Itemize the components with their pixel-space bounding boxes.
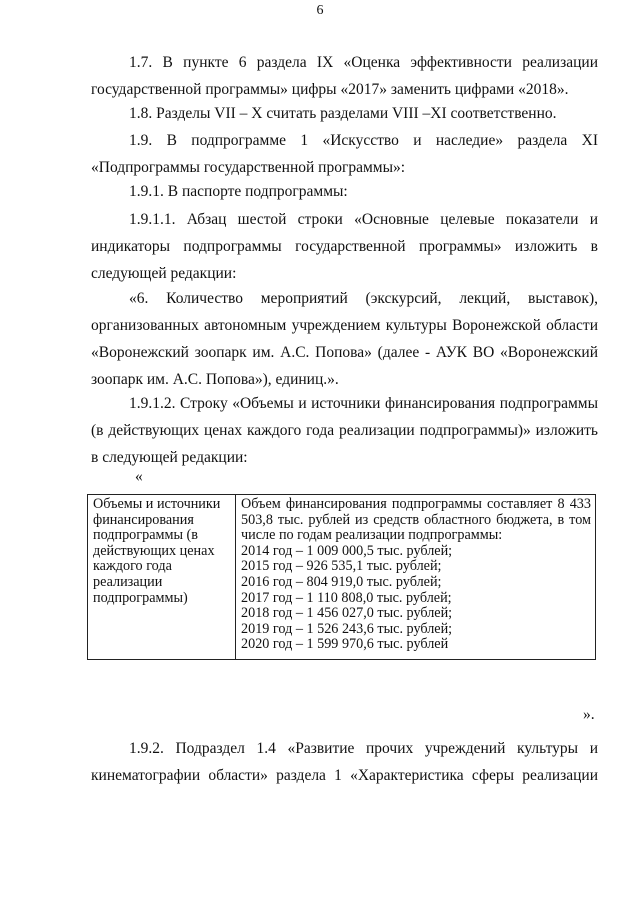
paragraph-1-9-2-line-1: 1.9.2. Подраздел 1.4 «Развитие прочих учреждений культуры и xyxy=(129,740,598,757)
page-number: 6 xyxy=(316,3,324,18)
financing-year-line: 2016 год – 804 919,0 тыс. рублей; xyxy=(241,573,442,590)
paragraph-1-9-1-2: 1.9.1.2. Строку «Объемы и источники финансирования подпрограммы (в действующих ценах каждого года реализации подпрограммы)» изложить в следующей редакции: xyxy=(91,395,598,466)
paragraph-1-9-1-1: 1.9.1.1. Абзац шестой строки «Основные целевые показатели и индикаторы подпрограммы государственной программы» изложить в следующей редакции: xyxy=(91,211,598,282)
financing-year-line: 2015 год – 926 535,1 тыс. рублей; xyxy=(241,558,442,575)
opening-quote-mark: « xyxy=(135,468,143,485)
paragraph-1-9-1: 1.9.1. В паспорте подпрограммы: xyxy=(129,183,348,200)
financing-table xyxy=(87,494,596,660)
paragraph-1-8: 1.8. Разделы VII – X считать разделами VIII –XI соответственно. xyxy=(129,105,557,122)
financing-year-line: 2014 год – 1 009 000,5 тыс. рублей; xyxy=(241,542,453,559)
financing-year-line: 2018 год – 1 456 027,0 тыс. рублей; xyxy=(241,605,453,622)
table-row xyxy=(88,495,596,660)
financing-year-line: 2017 год – 1 110 808,0 тыс. рублей; xyxy=(241,589,452,606)
quoted-indicator-item: «6. Количество мероприятий (экскурсий, лекций, выставок), организованных автономным учреждением культуры Воронежской области «Воронежский зоопарк им. А.С. Попова» (далее - АУК ВО «Воронежский зоопарк им. А.С. Попова»), единиц.». xyxy=(91,290,598,388)
financing-intro-text: Объем финансирования подпрограммы составляет 8 433 503,8 тыс. рублей из средств областного бюджета, в том числе по годам реализации подпрограммы: xyxy=(241,496,591,544)
financing-year-line: 2020 год – 1 599 970,6 тыс. рублей xyxy=(241,636,449,653)
financing-year-line: 2019 год – 1 526 243,6 тыс. рублей; xyxy=(241,620,453,637)
paragraph-1-9: 1.9. В подпрограмме 1 «Искусство и наследие» раздела XI «Подпрограммы государственной программы»: xyxy=(91,132,598,176)
financing-row-content xyxy=(236,495,596,660)
paragraph-1-7: 1.7. В пункте 6 раздела IX «Оценка эффективности реализации государственной программы» цифры «2017» заменить цифрами «2018». xyxy=(91,54,598,98)
financing-row-label: Объемы и источники финансирования подпрограммы (в действующих ценах каждого года реализации подпрограммы) xyxy=(88,495,236,660)
closing-quote-mark: ». xyxy=(583,706,595,723)
paragraph-1-9-2-line-2: кинематографии области» раздела 1 «Характеристика сферы реализации xyxy=(91,767,598,784)
